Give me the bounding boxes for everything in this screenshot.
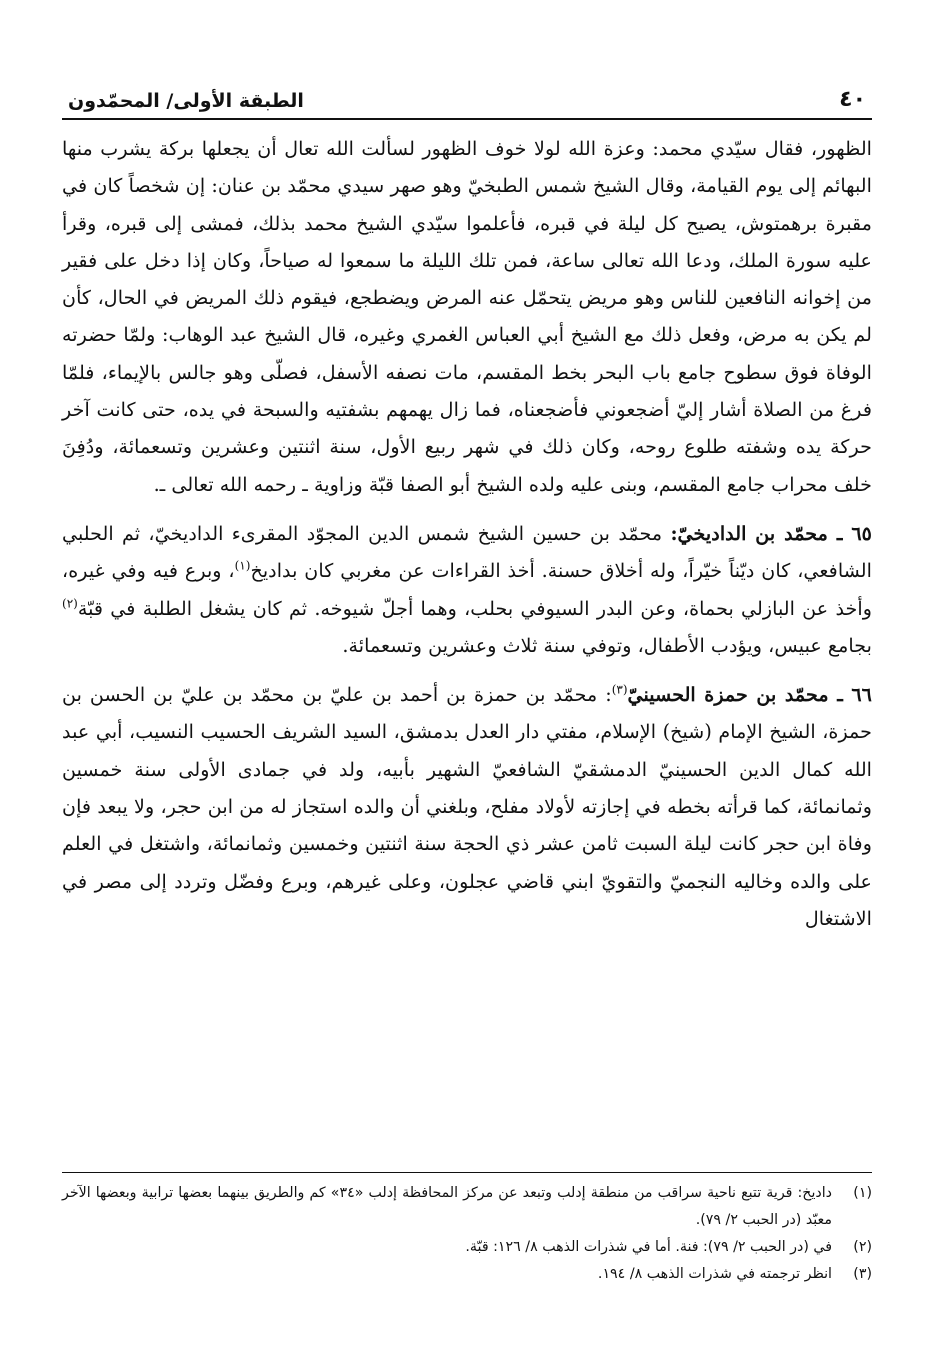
footnote-3 <box>62 1261 872 1288</box>
footnote-text: داديخ: قرية تتبع ناحية سراقب من منطقة إدلب وتبعد عن مركز المحافظة إدلب «٣٤» كم والطريق بينهما بعضها ترابية وبعضها الآخر معبّد (در الحبب ٢/ ٧٩). <box>62 1185 832 1228</box>
entry-65-text-c: بجامع عبيس، ويؤدب الأطفال، وتوفي سنة ثلاث وعشرين وتسعمائة. <box>342 633 872 657</box>
page-header <box>62 60 872 112</box>
footnote-1 <box>62 1180 872 1234</box>
footnote-text: انظر ترجمته في شذرات الذهب ٨/ ١٩٤. <box>597 1266 832 1282</box>
footnote-2 <box>62 1234 872 1261</box>
entry-66-text: : محمّد بن حمزة بن أحمد بن عليّ بن محمّد بن عليّ بن الحسن بن حمزة، الشيخ الإمام (شيخ) الإسلام، مفتي دار العدل بدمشق، السيد الشريف الحسيب النسيب، أبي عبد الله كمال الدين الحسينيّ الدمشقيّ الشافعيّ الشهير بأبيه، ولد في جمادى الأولى سنة خمسين وثمانمائة، كما قرأته بخطه في إجازته لأولاد مفلح، وبلغني أن والده استجاز له من ابن حجر، ولا يبعد فإن وفاة ابن حجر كانت ليلة السبت ثامن عشر ذي الحجة سنة اثنتين وخمسين وثمانمائة، واشتغل في العلم على والده وخاليه النجميّ والتقويّ ابني قاضي عجلون، وعلى غيرهم، وبرع وفضّل وتردد إلى مصر في الاشتغال <box>62 683 872 930</box>
footnote-rule <box>62 1172 872 1173</box>
entry-66-heading: ٦٦ ـ محمّد بن حمزة الحسينيّ <box>627 683 872 707</box>
header-rule <box>62 118 872 120</box>
footnote-ref-3[interactable]: (٣) <box>611 682 628 697</box>
book-page <box>62 60 872 1340</box>
running-title: الطبقة الأولى/ المحمّدون <box>68 90 304 112</box>
paragraph-continuation: الظهور، فقال سيّدي محمد: وعزة الله لولا خوف الظهور لسألت الله تعال أن يجعلها بركة يشرب منها البهائم إلى يوم القيامة، وقال الشيخ شمس الطبخيّ وهو صهر سيدي محمّد بن عنان: إن شخصاً كان في مقبرة برهمتوش، يصيح كل ليلة في قبره، فأعلموا سيّدي الشيخ محمد بذلك، فمشى إلى قبره، وقرأ عليه سورة الملك، ودعا الله تعالى ساعة، فمن تلك الليلة ما سمعوا له صياحاً، وكان إذا دخل على فقير من إخوانه النافعين للناس وهو مريض يتحمّل عنه المرض ويضطجع، فيقوم ذلك المريض في الحال، كأن لم يكن به مرض، وفعل ذلك مع الشيخ أبي العباس الغمري وغيره، قال الشيخ عبد الوهاب: ولمّا حضرته الوفاة فوق سطوح جامع باب البحر بخط المقسم، مات نصفه الأسفل، فصلّى وهو جالس بالإيماء، فلمّا فرغ من الصلاة أشار إليّ أضجعوني فأضجعناه، فما زال يهمهم بشفتيه والسبحة في يده، حتى كانت آخر حركة يده وشفته طلوع روحه، وكان ذلك في شهر ربيع الأول، سنة اثنتين وعشرين وتسعمائة، ودُفِنَ خلف محراب جامع المقسم، وبنى عليه ولده الشيخ أبو الصفا قبّة وزاوية ـ رحمه الله تعالى ـ. <box>62 137 872 496</box>
footnote-ref-1[interactable]: (١) <box>234 558 251 573</box>
entry-65-text-b: ، وبرع فيه وفي غيره، وأخذ عن البازلي بحماة، وعن البدر السيوفي بحلب، وهما أجلّ شيوخه. ثم كان يشغل الطلبة في قبّة <box>62 559 872 620</box>
footnote-ref-2[interactable]: (٢) <box>62 596 78 611</box>
entry-65-text-a: محمّد بن حسين الشيخ شمس الدين المجوّد المقرىء الداديخيّ، ثم الحلبي الشافعي، كان ديّناً خيّراً، وله أخلاق حسنة. أخذ القراءات عن مغربي كان بداديخ <box>62 521 872 583</box>
footnote-number: (٢) <box>853 1239 872 1255</box>
entry-66 <box>62 676 872 937</box>
footnotes <box>62 1180 872 1288</box>
entry-65-heading: ٦٥ ـ محمّد بن الداديخيّ: <box>670 521 872 545</box>
footnote-number: (١) <box>853 1185 872 1201</box>
footnote-text: في (در الحبب ٢/ ٧٩): فنة. أما في شذرات الذهب ٨/ ١٢٦: قبّة. <box>465 1239 832 1255</box>
main-text <box>62 130 872 937</box>
footnote-number: (٣) <box>853 1266 872 1282</box>
entry-65 <box>62 515 872 664</box>
page-number: ٤٠ <box>839 87 866 112</box>
